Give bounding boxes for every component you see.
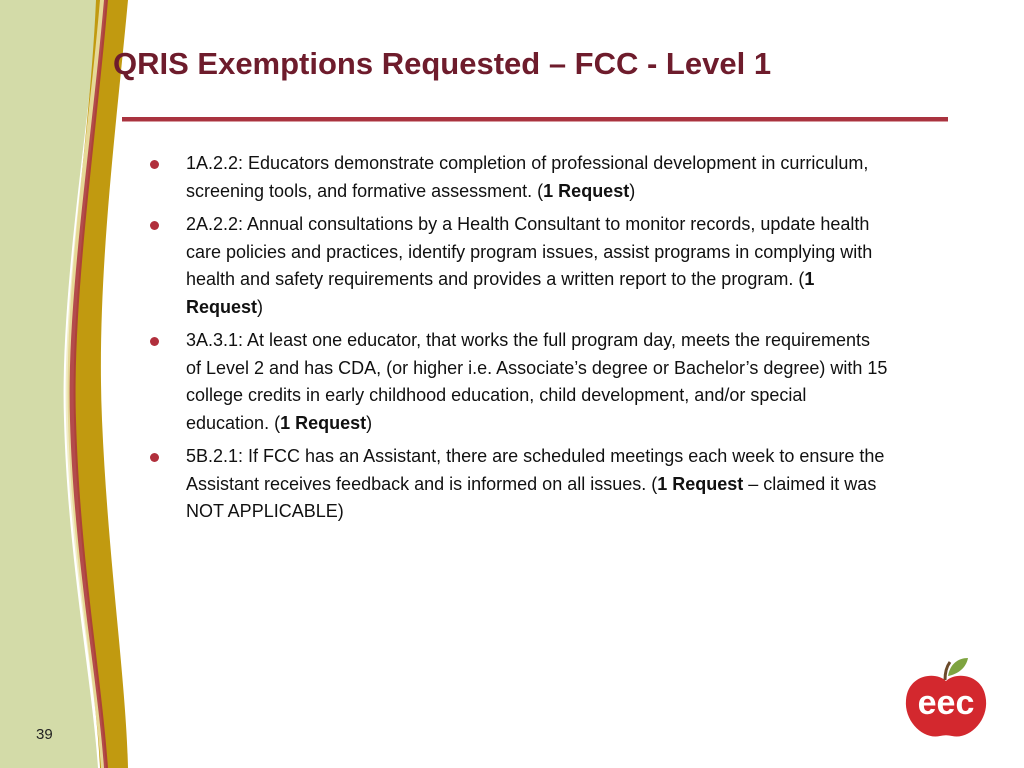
request-count: 1 Request <box>657 473 744 494</box>
page-number: 39 <box>36 726 53 743</box>
bullet-item <box>148 443 888 526</box>
bullet-text: 1A.2.2: Educators demonstrate completion of professional development in curriculum, screening tools, and formative assessment. ( <box>186 153 869 201</box>
bullet-suffix: ) <box>366 412 373 433</box>
logo-stem-icon <box>945 662 950 680</box>
bullet-dot-icon <box>150 453 159 462</box>
eec-apple-logo-icon <box>900 654 992 740</box>
bullet-dot-icon <box>150 337 159 346</box>
bullet-suffix: – claimed it was NOT APPLICABLE) <box>186 473 877 521</box>
bullet-text: 2A.2.2: Annual consultations by a Health Consultant to monitor records, update health care policies and practices, identify program issues, assist programs in complying with health and safety requirements and provides a written report to the program. ( <box>186 214 873 289</box>
bullet-text: 5B.2.1: If FCC has an Assistant, there are scheduled meetings each week to ensure the Assistant receives feedback and is informed on all issues. ( <box>186 446 885 494</box>
request-count: 1 Request <box>543 180 630 201</box>
title-divider <box>122 117 948 122</box>
request-count: 1 Request <box>280 412 367 433</box>
bullet-dot-icon <box>150 160 159 169</box>
logo-text: eec <box>917 684 975 722</box>
bullet-list <box>148 150 888 532</box>
bullet-item <box>148 211 888 321</box>
bullet-item <box>148 150 888 205</box>
slide-title: QRIS Exemptions Requested – FCC - Level 1 <box>113 46 772 81</box>
request-count: 1 Request <box>186 269 815 317</box>
logo-leaf-icon <box>948 658 968 676</box>
bullet-suffix: ) <box>629 180 636 201</box>
bullet-text: 3A.3.1: At least one educator, that works the full program day, meets the requirements of Level 2 and has CDA, (or higher i.e. Associate’s degree or Bachelor’s degree) with 15 college credits in early childhood education, child development, and/or special education. ( <box>186 330 888 433</box>
bullet-item <box>148 327 888 437</box>
bullet-suffix: ) <box>257 296 264 317</box>
bullet-dot-icon <box>150 221 159 230</box>
